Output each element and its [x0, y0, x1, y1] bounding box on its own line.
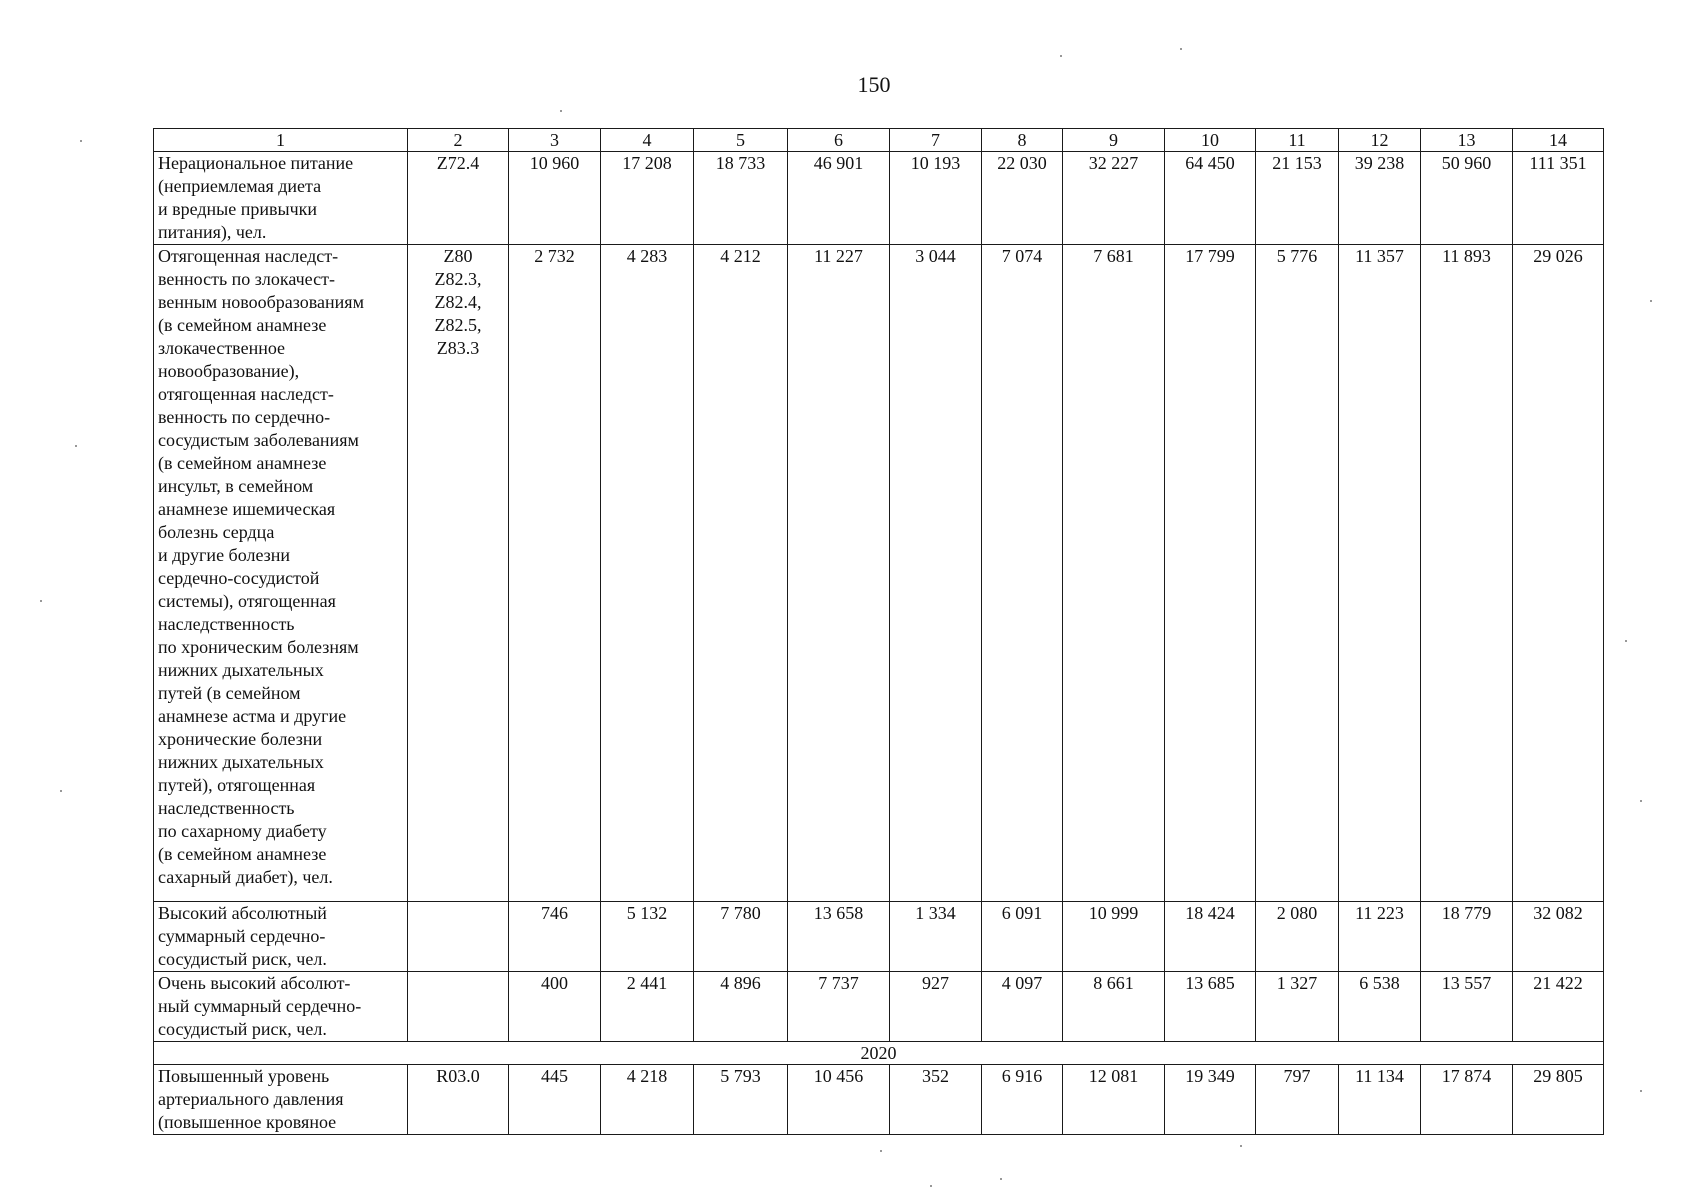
- value-cell: 6 538: [1339, 972, 1421, 1042]
- indicator-name-line: Высокий абсолютный: [158, 903, 327, 923]
- column-header: 11: [1256, 129, 1339, 152]
- value-cell: 13 685: [1165, 972, 1256, 1042]
- scan-speck: [1650, 300, 1652, 302]
- icd-code-line: Z83.3: [436, 338, 480, 358]
- value-cell: 445: [509, 1065, 601, 1135]
- indicator-name-line: инсульт, в семейном: [158, 476, 314, 496]
- value-cell: 10 193: [890, 152, 982, 245]
- icd-code-cell: [408, 902, 509, 972]
- value-cell: 7 681: [1063, 245, 1165, 902]
- scan-speck: [930, 1185, 932, 1187]
- icd-code-line: Z82.4,: [434, 292, 482, 312]
- value-cell: 2 441: [601, 972, 694, 1042]
- value-cell: 352: [890, 1065, 982, 1135]
- scan-speck: [1640, 1090, 1642, 1092]
- value-cell: 4 283: [601, 245, 694, 902]
- indicator-name-line: венность по сердечно-: [158, 407, 331, 427]
- column-header: 14: [1513, 129, 1604, 152]
- indicator-name-cell: [154, 152, 408, 245]
- value-cell: 5 776: [1256, 245, 1339, 902]
- statistics-table: [153, 128, 1604, 1135]
- icd-code-cell: [408, 1065, 509, 1135]
- value-cell: 4 218: [601, 1065, 694, 1135]
- value-cell: 12 081: [1063, 1065, 1165, 1135]
- indicator-name-line: путей (в семейном: [158, 683, 301, 703]
- value-cell: 10 999: [1063, 902, 1165, 972]
- column-header: 10: [1165, 129, 1256, 152]
- value-cell: 21 422: [1513, 972, 1604, 1042]
- scan-speck: [1240, 1145, 1242, 1147]
- value-cell: 18 424: [1165, 902, 1256, 972]
- indicator-name-line: (в семейном анамнезе: [158, 315, 327, 335]
- value-cell: 7 737: [788, 972, 890, 1042]
- value-cell: 13 557: [1421, 972, 1513, 1042]
- icd-code-line: Z82.5,: [434, 315, 482, 335]
- column-header: 7: [890, 129, 982, 152]
- value-cell: 11 134: [1339, 1065, 1421, 1135]
- value-cell: 39 238: [1339, 152, 1421, 245]
- scan-speck: [80, 140, 82, 142]
- indicator-name-line: анамнезе астма и другие: [158, 706, 347, 726]
- value-cell: 32 082: [1513, 902, 1604, 972]
- value-cell: 50 960: [1421, 152, 1513, 245]
- value-cell: 797: [1256, 1065, 1339, 1135]
- value-cell: 1 327: [1256, 972, 1339, 1042]
- indicator-name-cell: [154, 972, 408, 1042]
- indicator-name-line: сосудистый риск, чел.: [158, 1019, 327, 1039]
- indicator-name-line: наследственность: [158, 614, 295, 634]
- value-cell: 11 223: [1339, 902, 1421, 972]
- value-cell: 2 080: [1256, 902, 1339, 972]
- indicator-name-line: венность по злокачест-: [158, 269, 335, 289]
- scan-speck: [1180, 48, 1182, 50]
- column-header: 8: [982, 129, 1063, 152]
- indicator-name-line: отягощенная наследст-: [158, 384, 334, 404]
- indicator-name-line: наследственность: [158, 798, 295, 818]
- icd-code-line: Z80: [443, 246, 473, 266]
- indicator-name-line: ный суммарный сердечно-: [158, 996, 362, 1016]
- icd-code-cell: [408, 152, 509, 245]
- indicator-name-line: сахарный диабет), чел.: [158, 867, 333, 887]
- icd-code-cell: [408, 972, 509, 1042]
- table-row: [154, 1065, 1604, 1135]
- indicator-name-line: по хроническим болезням: [158, 637, 359, 657]
- scan-speck: [40, 600, 42, 602]
- column-header: 1: [154, 129, 408, 152]
- value-cell: 21 153: [1256, 152, 1339, 245]
- value-cell: 19 349: [1165, 1065, 1256, 1135]
- indicator-name-line: (в семейном анамнезе: [158, 844, 327, 864]
- indicator-name-cell: [154, 902, 408, 972]
- scan-speck: [1625, 640, 1627, 642]
- value-cell: 17 208: [601, 152, 694, 245]
- table-body: [154, 152, 1604, 1135]
- scan-speck: [1640, 800, 1642, 802]
- table-row: [154, 972, 1604, 1042]
- value-cell: 18 779: [1421, 902, 1513, 972]
- column-header: 2: [408, 129, 509, 152]
- value-cell: 3 044: [890, 245, 982, 902]
- value-cell: 8 661: [1063, 972, 1165, 1042]
- indicator-name-cell: [154, 1065, 408, 1135]
- indicator-name-line: анамнезе ишемическая: [158, 499, 336, 519]
- indicator-name-line: (неприемлемая диета: [158, 176, 322, 196]
- icd-code-line: R03.0: [436, 1066, 480, 1086]
- indicator-name-line: артериального давления: [158, 1089, 344, 1109]
- value-cell: 5 793: [694, 1065, 788, 1135]
- scan-speck: [75, 445, 77, 447]
- value-cell: 111 351: [1513, 152, 1604, 245]
- value-cell: 1 334: [890, 902, 982, 972]
- indicator-name-line: Очень высокий абсолют-: [158, 973, 351, 993]
- value-cell: 64 450: [1165, 152, 1256, 245]
- value-cell: 11 893: [1421, 245, 1513, 902]
- value-cell: 5 132: [601, 902, 694, 972]
- value-cell: 32 227: [1063, 152, 1165, 245]
- indicator-name-line: хронические болезни: [158, 729, 323, 749]
- value-cell: 11 357: [1339, 245, 1421, 902]
- indicator-name-line: Повышенный уровень: [158, 1066, 330, 1086]
- indicator-name-line: сердечно-сосудистой: [158, 568, 320, 588]
- indicator-name-line: по сахарному диабету: [158, 821, 327, 841]
- column-header: 6: [788, 129, 890, 152]
- value-cell: 4 212: [694, 245, 788, 902]
- indicator-name-line: Нерациональное питание: [158, 153, 354, 173]
- column-header: 4: [601, 129, 694, 152]
- table-row: [154, 245, 1604, 902]
- value-cell: 4 097: [982, 972, 1063, 1042]
- scan-speck: [1060, 55, 1062, 57]
- year-cell: 2020: [154, 1042, 1604, 1065]
- scan-speck: [880, 1150, 882, 1152]
- indicator-name-line: системы), отягощенная: [158, 591, 336, 611]
- year-row: [154, 1042, 1604, 1065]
- value-cell: 13 658: [788, 902, 890, 972]
- value-cell: 7 074: [982, 245, 1063, 902]
- value-cell: 4 896: [694, 972, 788, 1042]
- scan-speck: [1000, 1178, 1002, 1180]
- indicator-name-cell: [154, 245, 408, 902]
- column-header: 9: [1063, 129, 1165, 152]
- value-cell: 22 030: [982, 152, 1063, 245]
- table-row: [154, 152, 1604, 245]
- value-cell: 746: [509, 902, 601, 972]
- value-cell: 10 960: [509, 152, 601, 245]
- value-cell: 11 227: [788, 245, 890, 902]
- scan-speck: [60, 790, 62, 792]
- indicator-name-line: и вредные привычки: [158, 199, 318, 219]
- value-cell: 29 805: [1513, 1065, 1604, 1135]
- value-cell: 10 456: [788, 1065, 890, 1135]
- indicator-name-line: сосудистым заболеваниям: [158, 430, 359, 450]
- table-row: [154, 902, 1604, 972]
- value-cell: 400: [509, 972, 601, 1042]
- indicator-name-line: нижних дыхательных: [158, 752, 324, 772]
- value-cell: 17 799: [1165, 245, 1256, 902]
- value-cell: 6 091: [982, 902, 1063, 972]
- indicator-name-line: венным новообразованиям: [158, 292, 364, 312]
- indicator-name-line: и другие болезни: [158, 545, 291, 565]
- page-number: 150: [857, 72, 891, 97]
- indicator-name-line: питания), чел.: [158, 222, 267, 242]
- scan-speck: [560, 110, 562, 112]
- indicator-name-line: путей), отягощенная: [158, 775, 316, 795]
- indicator-name-line: болезнь сердца: [158, 522, 275, 542]
- icd-code-cell: [408, 245, 509, 902]
- column-header: 13: [1421, 129, 1513, 152]
- indicator-name-line: сосудистый риск, чел.: [158, 949, 327, 969]
- value-cell: 17 874: [1421, 1065, 1513, 1135]
- value-cell: 927: [890, 972, 982, 1042]
- column-header: 3: [509, 129, 601, 152]
- value-cell: 6 916: [982, 1065, 1063, 1135]
- indicator-name-line: Отягощенная наследст-: [158, 246, 339, 266]
- value-cell: 29 026: [1513, 245, 1604, 902]
- indicator-name-line: суммарный сердечно-: [158, 926, 326, 946]
- indicator-name-line: новообразование),: [158, 361, 300, 381]
- icd-code-line: Z82.3,: [434, 269, 482, 289]
- value-cell: 18 733: [694, 152, 788, 245]
- indicator-name-line: нижних дыхательных: [158, 660, 324, 680]
- value-cell: 46 901: [788, 152, 890, 245]
- indicator-name-line: (в семейном анамнезе: [158, 453, 327, 473]
- column-header: 12: [1339, 129, 1421, 152]
- column-header: 5: [694, 129, 788, 152]
- icd-code-line: Z72.4: [436, 153, 480, 173]
- value-cell: 2 732: [509, 245, 601, 902]
- column-number-row: [154, 129, 1604, 152]
- indicator-name-line: (повышенное кровяное: [158, 1112, 337, 1132]
- indicator-name-line: злокачественное: [158, 338, 286, 358]
- value-cell: 7 780: [694, 902, 788, 972]
